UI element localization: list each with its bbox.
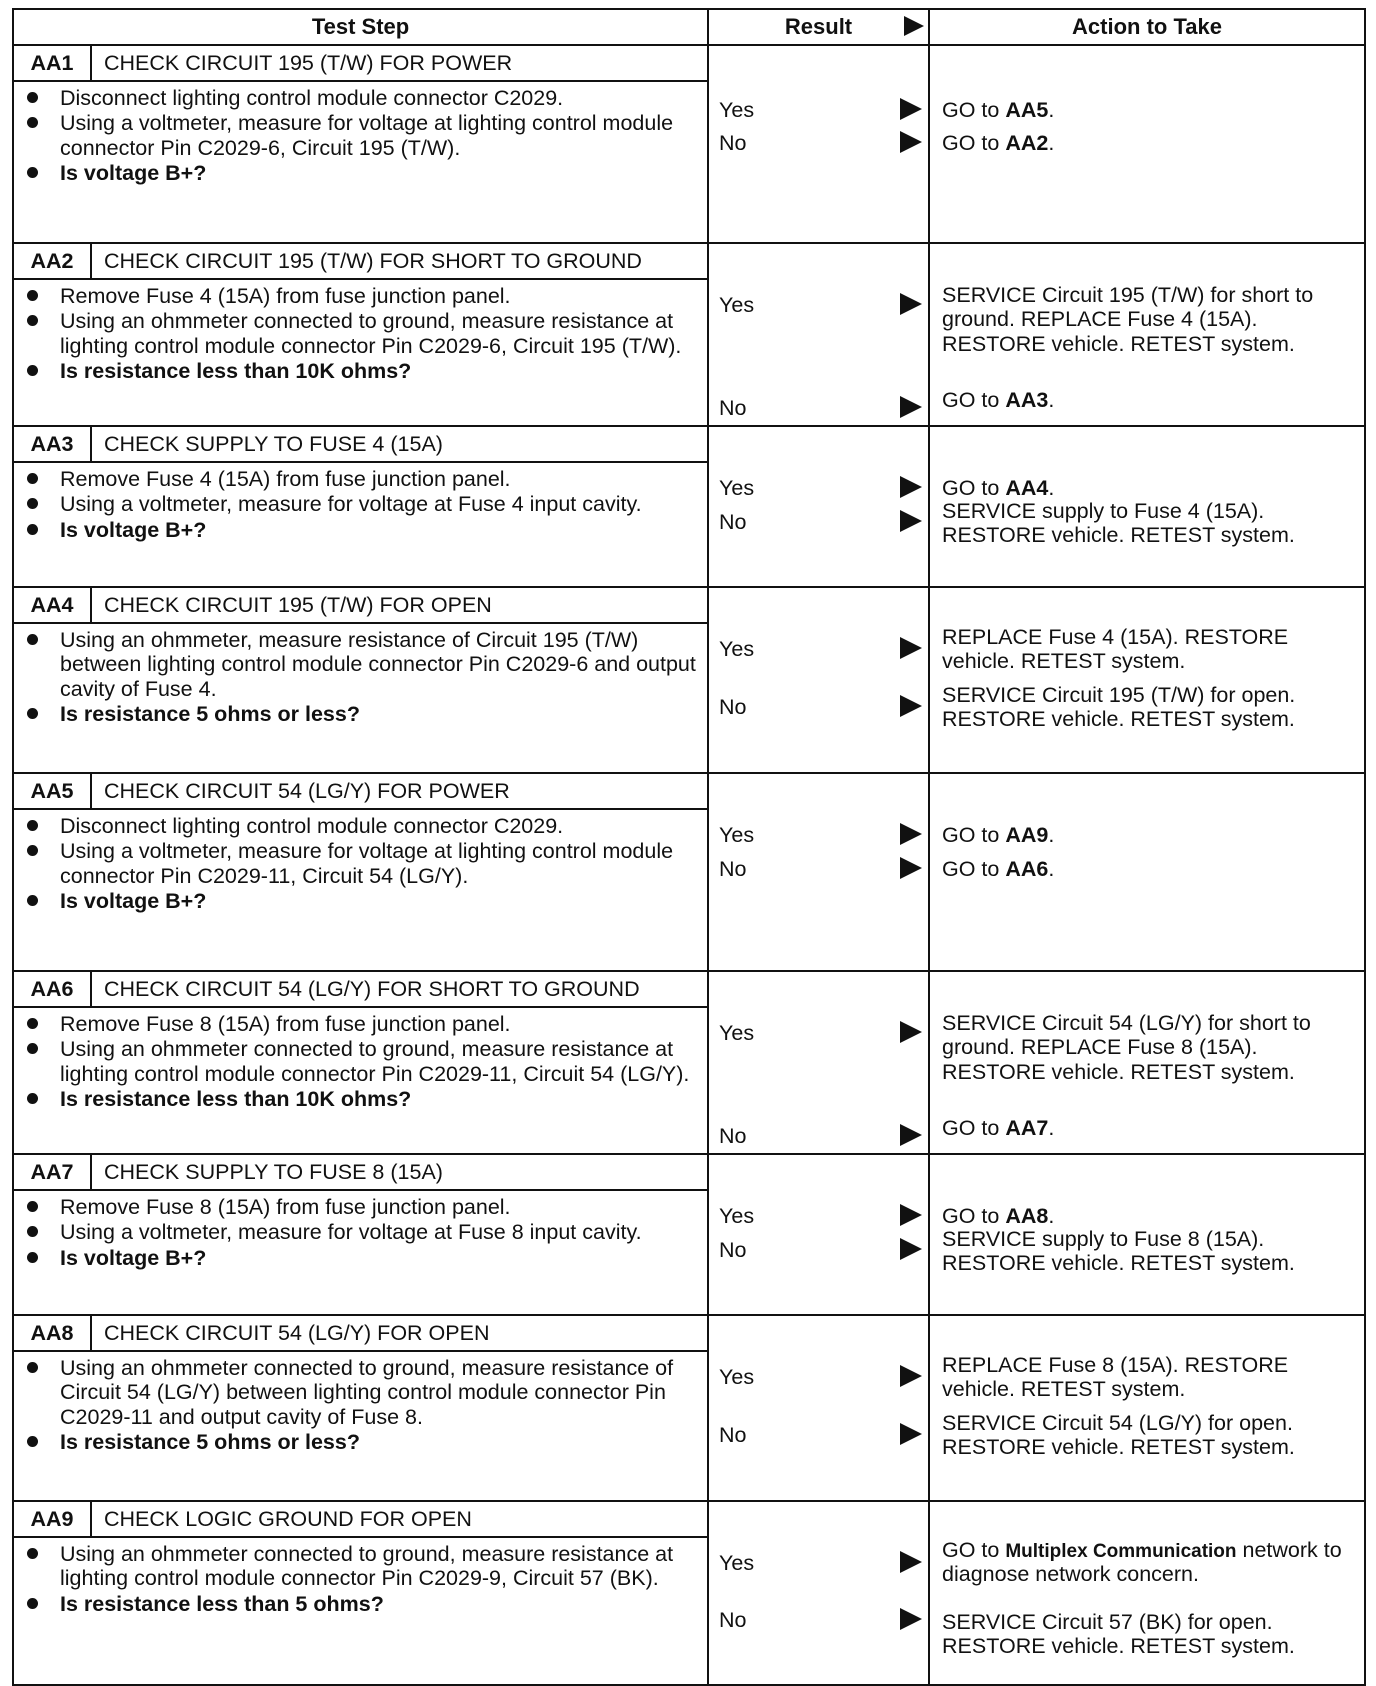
result-item: [719, 1124, 924, 1150]
action-target: AA5: [1005, 98, 1049, 122]
action-text: [942, 1610, 1356, 1659]
action-text: [942, 131, 1356, 155]
arrow-icon: [900, 98, 922, 120]
step-title-row: [13, 773, 1365, 809]
step-instructions: [13, 1351, 708, 1501]
action-prefix: GO to: [942, 823, 1006, 847]
action-cell: [929, 1501, 1365, 1685]
instruction-list: [22, 467, 699, 542]
result-cell: [708, 426, 929, 587]
result-item: [719, 131, 924, 157]
action-cell: [929, 1154, 1365, 1315]
step-id: AA9: [13, 1501, 91, 1537]
action-target: AA6: [1005, 857, 1049, 881]
step-title-row: [13, 45, 1365, 81]
arrow-icon: [900, 695, 922, 717]
result-item: [719, 637, 924, 663]
instruction-item: Disconnect lighting control module connector C2029.: [22, 814, 699, 838]
arrow-icon: [900, 1365, 922, 1387]
header-result: [708, 9, 929, 45]
action-text: [942, 683, 1356, 732]
arrow-icon: [900, 857, 922, 879]
result-label: No: [719, 695, 747, 719]
instruction-list: [22, 1195, 699, 1270]
action-prefix: SERVICE Circuit 195 (T/W) for short to ground. REPLACE Fuse 4 (15A). RESTORE vehicle. RETEST system.: [942, 283, 1314, 356]
action-text: [942, 857, 1356, 881]
instruction-question: Is voltage B+?: [22, 161, 699, 185]
action-suffix: .: [1048, 823, 1055, 847]
step-title: CHECK LOGIC GROUND FOR OPEN: [91, 1501, 708, 1537]
instruction-question: Is voltage B+?: [22, 889, 699, 913]
header-test-step: Test Step: [13, 9, 708, 45]
action-target: AA8: [1005, 1204, 1049, 1228]
action-cell: [929, 1315, 1365, 1501]
action-prefix: SERVICE Circuit 57 (BK) for open. RESTORE vehicle. RETEST system.: [942, 1610, 1295, 1659]
action-suffix: .: [1048, 1116, 1055, 1140]
result-label: Yes: [719, 1204, 755, 1228]
instruction-question: Is resistance 5 ohms or less?: [22, 702, 699, 726]
step-id: AA8: [13, 1315, 91, 1351]
action-target: AA3: [1005, 388, 1049, 412]
step-instructions: [13, 81, 708, 243]
action-text: [942, 476, 1356, 500]
result-item: [719, 293, 924, 319]
instruction-question: Is resistance less than 10K ohms?: [22, 359, 699, 383]
instruction-question: Is voltage B+?: [22, 518, 699, 542]
action-suffix: .: [1048, 388, 1055, 412]
arrow-icon: [900, 1238, 922, 1260]
step-id: AA2: [13, 243, 91, 279]
step-title-row: [13, 243, 1365, 279]
step-title: CHECK SUPPLY TO FUSE 8 (15A): [91, 1154, 708, 1190]
action-text: [942, 1353, 1356, 1402]
step-title: CHECK CIRCUIT 195 (T/W) FOR SHORT TO GROUND: [91, 243, 708, 279]
action-text: [942, 625, 1356, 674]
step-title: CHECK CIRCUIT 195 (T/W) FOR POWER: [91, 45, 708, 81]
action-suffix: .: [1048, 857, 1055, 881]
result-label: Yes: [719, 1021, 755, 1045]
action-text: [942, 1227, 1356, 1276]
result-item: [719, 1021, 924, 1047]
instruction-list: [22, 1542, 699, 1616]
step-title: CHECK CIRCUIT 54 (LG/Y) FOR SHORT TO GROUND: [91, 971, 708, 1007]
step-instructions: [13, 1537, 708, 1685]
action-prefix: SERVICE supply to Fuse 8 (15A). RESTORE vehicle. RETEST system.: [942, 1227, 1295, 1276]
result-label: No: [719, 1124, 747, 1148]
arrow-icon: [900, 396, 922, 418]
result-label: No: [719, 1423, 747, 1447]
action-prefix: GO to: [942, 1538, 1006, 1562]
result-label: Yes: [719, 1551, 755, 1575]
instruction-item: Using an ohmmeter connected to ground, measure resistance of Circuit 54 (LG/Y) between lighting control module connector Pin C2029-11 and output cavity of Fuse 8.: [22, 1356, 699, 1429]
result-label: Yes: [719, 476, 755, 500]
step-instructions: [13, 809, 708, 971]
action-text: [942, 1011, 1356, 1084]
instruction-question: Is voltage B+?: [22, 1246, 699, 1270]
action-prefix: SERVICE Circuit 54 (LG/Y) for open. RESTORE vehicle. RETEST system.: [942, 1411, 1295, 1460]
step-title: CHECK SUPPLY TO FUSE 4 (15A): [91, 426, 708, 462]
instruction-list: [22, 1356, 699, 1454]
action-suffix: .: [1048, 98, 1055, 122]
action-text: [942, 283, 1356, 356]
instruction-list: [22, 814, 699, 913]
result-item: [719, 1238, 924, 1264]
result-label: No: [719, 1608, 747, 1632]
action-cell: [929, 587, 1365, 773]
step-instructions: [13, 462, 708, 587]
arrow-icon: [900, 510, 922, 532]
action-text: [942, 1204, 1356, 1228]
arrow-icon: [900, 1423, 922, 1445]
action-prefix: GO to: [942, 98, 1006, 122]
result-label: No: [719, 131, 747, 155]
action-target: AA4: [1005, 476, 1049, 500]
result-cell: [708, 1315, 929, 1501]
action-prefix: GO to: [942, 1204, 1006, 1228]
step-title: CHECK CIRCUIT 54 (LG/Y) FOR OPEN: [91, 1315, 708, 1351]
instruction-item: Using a voltmeter, measure for voltage at lighting control module connector Pin C2029-6, Circuit 195 (T/W).: [22, 111, 699, 160]
result-item: [719, 1423, 924, 1449]
result-label: No: [719, 396, 747, 420]
result-cell: [708, 243, 929, 426]
result-cell: [708, 773, 929, 971]
result-label: Yes: [719, 98, 755, 122]
step-id: AA1: [13, 45, 91, 81]
instruction-list: [22, 628, 699, 726]
steps-body: [13, 45, 1365, 1685]
step-id: AA3: [13, 426, 91, 462]
step-title-row: [13, 971, 1365, 1007]
action-target: AA2: [1005, 131, 1049, 155]
step-id: AA6: [13, 971, 91, 1007]
action-prefix: GO to: [942, 857, 1006, 881]
instruction-item: Remove Fuse 8 (15A) from fuse junction panel.: [22, 1012, 699, 1036]
result-label: No: [719, 857, 747, 881]
arrow-icon: [900, 637, 922, 659]
action-prefix: SERVICE Circuit 195 (T/W) for open. RESTORE vehicle. RETEST system.: [942, 683, 1296, 732]
instruction-item: Using an ohmmeter connected to ground, measure resistance at lighting control module connector Pin C2029-6, Circuit 195 (T/W).: [22, 309, 699, 358]
arrow-icon: [900, 1204, 922, 1226]
instruction-list: [22, 86, 699, 185]
instruction-question: Is resistance 5 ohms or less?: [22, 1430, 699, 1454]
action-cell: [929, 773, 1365, 971]
result-item: [719, 695, 924, 721]
action-text: [942, 388, 1356, 412]
result-item: [719, 823, 924, 849]
action-cell: [929, 45, 1365, 243]
action-prefix: REPLACE Fuse 4 (15A). RESTORE vehicle. RETEST system.: [942, 625, 1289, 674]
step-title: CHECK CIRCUIT 195 (T/W) FOR OPEN: [91, 587, 708, 623]
instruction-item: Remove Fuse 4 (15A) from fuse junction panel.: [22, 284, 699, 308]
action-suffix: .: [1048, 476, 1055, 500]
result-cell: [708, 1501, 929, 1685]
header-action: Action to Take: [929, 9, 1365, 45]
instruction-item: Disconnect lighting control module connector C2029.: [22, 86, 699, 110]
step-title-row: [13, 1501, 1365, 1537]
step-id: AA5: [13, 773, 91, 809]
action-cell: [929, 243, 1365, 426]
action-text: [942, 1411, 1356, 1460]
action-prefix: GO to: [942, 131, 1006, 155]
step-title-row: [13, 587, 1365, 623]
action-text: [942, 823, 1356, 847]
result-item: [719, 396, 924, 422]
action-prefix: GO to: [942, 1116, 1006, 1140]
step-title-row: [13, 1315, 1365, 1351]
action-prefix: SERVICE supply to Fuse 4 (15A). RESTORE vehicle. RETEST system.: [942, 499, 1295, 548]
action-text: [942, 98, 1356, 122]
result-label: Yes: [719, 293, 755, 317]
arrow-icon: [900, 823, 922, 845]
result-label: Yes: [719, 823, 755, 847]
instruction-question: Is resistance less than 10K ohms?: [22, 1087, 699, 1111]
instruction-list: [22, 1012, 699, 1111]
header-result-label: Result: [784, 13, 853, 39]
result-cell: [708, 971, 929, 1154]
step-instructions: [13, 1007, 708, 1154]
arrow-icon: [900, 1021, 922, 1043]
arrow-icon: [900, 1608, 922, 1630]
arrow-icon: [900, 293, 922, 315]
arrow-icon: [900, 1551, 922, 1573]
result-label: Yes: [719, 1365, 755, 1389]
action-prefix: SERVICE Circuit 54 (LG/Y) for short to ground. REPLACE Fuse 8 (15A). RESTORE vehicle. RETEST system.: [942, 1011, 1311, 1084]
pinpoint-test-table: [12, 8, 1366, 1686]
result-item: [719, 1204, 924, 1230]
instruction-item: Using a voltmeter, measure for voltage at Fuse 8 input cavity.: [22, 1220, 699, 1244]
arrow-icon: [900, 131, 922, 153]
action-text: [942, 499, 1356, 548]
action-prefix: GO to: [942, 476, 1006, 500]
action-text: [942, 1538, 1356, 1587]
action-cell: [929, 426, 1365, 587]
action-cell: [929, 971, 1365, 1154]
arrow-icon: [904, 16, 924, 36]
result-item: [719, 1608, 924, 1634]
result-item: [719, 510, 924, 536]
arrow-icon: [900, 1124, 922, 1146]
arrow-icon: [900, 476, 922, 498]
instruction-item: Using an ohmmeter connected to ground, measure resistance at lighting control module connector Pin C2029-11, Circuit 54 (LG/Y).: [22, 1037, 699, 1086]
action-suffix: .: [1048, 1204, 1055, 1228]
result-item: [719, 476, 924, 502]
step-id: AA7: [13, 1154, 91, 1190]
result-cell: [708, 45, 929, 243]
action-suffix: .: [1048, 131, 1055, 155]
action-text: [942, 1116, 1356, 1140]
step-instructions: [13, 1190, 708, 1315]
action-target: AA7: [1005, 1116, 1049, 1140]
instruction-list: [22, 284, 699, 383]
action-prefix: GO to: [942, 388, 1006, 412]
table-header-row: [13, 9, 1365, 45]
step-id: AA4: [13, 587, 91, 623]
step-title-row: [13, 1154, 1365, 1190]
step-title-row: [13, 426, 1365, 462]
result-label: No: [719, 1238, 747, 1262]
result-label: Yes: [719, 637, 755, 661]
step-instructions: [13, 279, 708, 426]
action-suffix: network to diagnose network concern.: [942, 1538, 1342, 1587]
action-prefix: REPLACE Fuse 8 (15A). RESTORE vehicle. RETEST system.: [942, 1353, 1289, 1402]
instruction-item: Remove Fuse 4 (15A) from fuse junction panel.: [22, 467, 699, 491]
instruction-item: Using an ohmmeter, measure resistance of Circuit 195 (T/W) between lighting control module connector Pin C2029-6 and output cavity of Fuse 4.: [22, 628, 699, 701]
action-target: Multiplex Communication: [1005, 1541, 1237, 1562]
result-item: [719, 1365, 924, 1391]
instruction-question: Is resistance less than 5 ohms?: [22, 1592, 699, 1616]
result-item: [719, 98, 924, 124]
result-cell: [708, 587, 929, 773]
step-instructions: [13, 623, 708, 773]
instruction-item: Using a voltmeter, measure for voltage at Fuse 4 input cavity.: [22, 492, 699, 516]
result-item: [719, 857, 924, 883]
result-item: [719, 1551, 924, 1577]
instruction-item: Using an ohmmeter connected to ground, measure resistance at lighting control module connector Pin C2029-9, Circuit 57 (BK).: [22, 1542, 699, 1591]
instruction-item: Using a voltmeter, measure for voltage at lighting control module connector Pin C2029-11, Circuit 54 (LG/Y).: [22, 839, 699, 888]
step-title: CHECK CIRCUIT 54 (LG/Y) FOR POWER: [91, 773, 708, 809]
result-label: No: [719, 510, 747, 534]
action-target: AA9: [1005, 823, 1049, 847]
result-cell: [708, 1154, 929, 1315]
instruction-item: Remove Fuse 8 (15A) from fuse junction panel.: [22, 1195, 699, 1219]
